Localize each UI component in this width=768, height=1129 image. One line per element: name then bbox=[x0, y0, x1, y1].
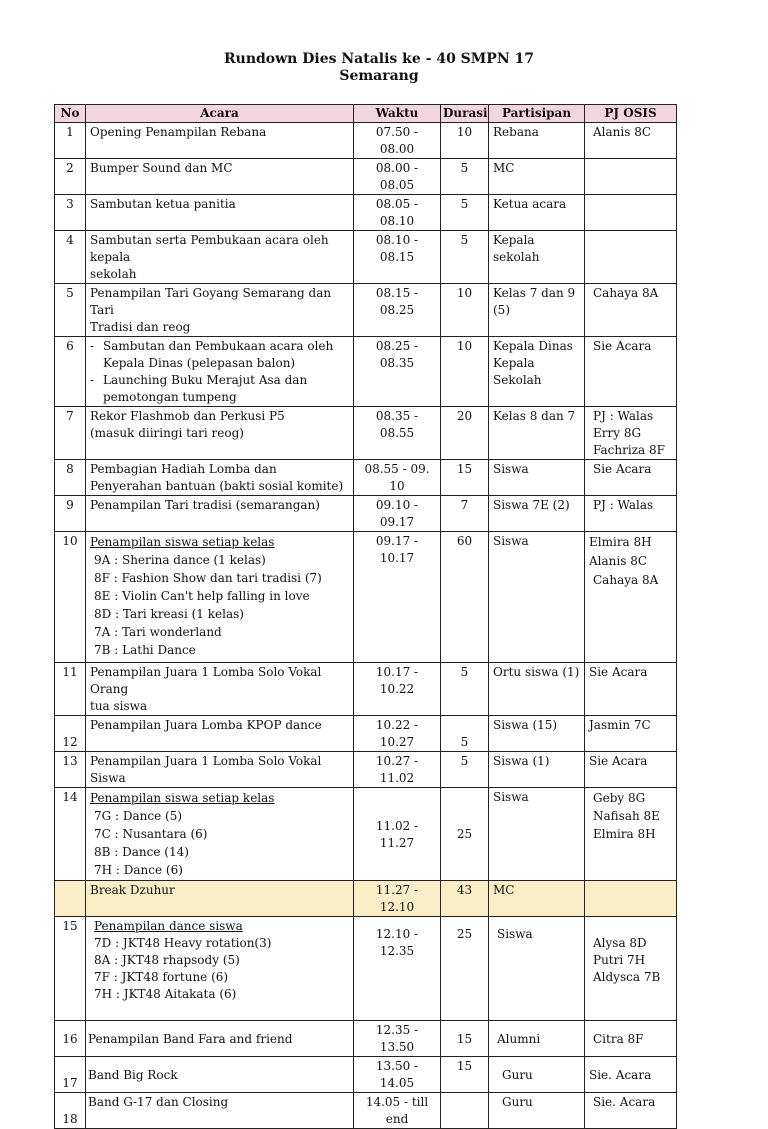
acara-line: Penampilan Juara 1 Lomba Solo Vokal Siswa bbox=[90, 754, 322, 785]
row-waktu: 11.02 - 11.27 bbox=[354, 788, 441, 881]
table-row bbox=[55, 123, 677, 159]
row-no: 15 bbox=[55, 917, 86, 1021]
partisipan-line: Alumni bbox=[497, 1031, 541, 1046]
row-waktu: 08.25 - 08.35 bbox=[354, 337, 441, 407]
row-pj bbox=[585, 716, 677, 752]
row-waktu: 08.10 - 08.15 bbox=[354, 231, 441, 284]
acara-line: Penampilan Tari Goyang Semarang dan Tari bbox=[90, 286, 332, 317]
row-partisipan bbox=[489, 496, 585, 532]
row-acara bbox=[86, 716, 354, 752]
acara-line: 7G : Dance (5) bbox=[94, 809, 183, 823]
table-row bbox=[55, 407, 677, 460]
row-no: 9 bbox=[55, 496, 86, 532]
partisipan-line: Kepala sekolah bbox=[493, 233, 540, 264]
partisipan-line: MC bbox=[493, 883, 515, 897]
row-durasi: 7 bbox=[441, 496, 489, 532]
table-row bbox=[55, 1021, 677, 1057]
partisipan-line: Kelas 7 dan 9 bbox=[493, 286, 576, 300]
row-durasi: 10 bbox=[441, 284, 489, 337]
row-partisipan bbox=[489, 123, 585, 159]
row-durasi: 5 bbox=[441, 752, 489, 788]
row-pj bbox=[585, 1093, 677, 1129]
row-acara bbox=[86, 496, 354, 532]
row-partisipan bbox=[489, 407, 585, 460]
row-acara bbox=[86, 1093, 354, 1129]
header-partisipan: Partisipan bbox=[489, 105, 585, 123]
acara-line: Sambutan serta Pembukaan acara oleh kepala bbox=[90, 233, 329, 264]
pj-line: Fachriza 8F bbox=[593, 443, 665, 457]
acara-line: Penampilan Band Fara and friend bbox=[88, 1031, 293, 1046]
table-row bbox=[55, 917, 677, 1021]
row-durasi: 10 bbox=[441, 337, 489, 407]
row-no: 3 bbox=[55, 195, 86, 231]
row-partisipan bbox=[489, 337, 585, 407]
acara-line: sekolah bbox=[90, 267, 137, 281]
row-partisipan bbox=[489, 231, 585, 284]
acara-line: 8D : Tari kreasi (1 kelas) bbox=[94, 607, 244, 621]
acara-bullet-item: - Sambutan dan Pembukaan acara oleh Kepala Dinas (pelepasan balon) bbox=[90, 338, 349, 372]
row-waktu: 12.35 - 13.50 bbox=[354, 1021, 441, 1057]
acara-line: Penampilan Juara 1 Lomba Solo Vokal Orang bbox=[90, 665, 322, 696]
row-partisipan bbox=[489, 917, 585, 1021]
pj-line: Sie. Acara bbox=[593, 1095, 656, 1109]
row-waktu: 08.00 - 08.05 bbox=[354, 159, 441, 195]
rundown-table bbox=[54, 104, 677, 1129]
row-waktu: 08.55 - 09. 10 bbox=[354, 460, 441, 496]
acara-line: 8E : Violin Can't help falling in love bbox=[94, 589, 310, 603]
row-pj bbox=[585, 496, 677, 532]
acara-line: tua siswa bbox=[90, 699, 148, 713]
acara-line: Rekor Flashmob dan Perkusi P5 bbox=[90, 409, 285, 423]
acara-section-heading: Penampilan siswa setiap kelas bbox=[90, 791, 275, 805]
row-acara bbox=[86, 881, 354, 917]
pj-line: Sie Acara bbox=[589, 754, 648, 768]
partisipan-line: Ketua acara bbox=[493, 197, 567, 211]
acara-section-heading: Penampilan siswa setiap kelas bbox=[90, 535, 275, 549]
row-durasi: 15 bbox=[441, 1021, 489, 1057]
acara-line: 8F : Fashion Show dan tari tradisi (7) bbox=[94, 571, 322, 585]
table-row bbox=[55, 1093, 677, 1129]
acara-bullet-item: - Launching Buku Merajut Asa dan pemotongan tumpeng bbox=[90, 372, 349, 406]
table-row bbox=[55, 532, 677, 663]
row-no: 5 bbox=[55, 284, 86, 337]
acara-line: 7F : JKT48 fortune (6) bbox=[94, 970, 229, 984]
row-no: 18 bbox=[55, 1093, 86, 1129]
table-row bbox=[55, 716, 677, 752]
row-partisipan bbox=[489, 532, 585, 663]
acara-line: Bumper Sound dan MC bbox=[90, 161, 233, 175]
document-subtitle: Semarang bbox=[339, 68, 419, 84]
row-durasi: 5 bbox=[441, 195, 489, 231]
table-row bbox=[55, 1057, 677, 1093]
partisipan-line: Siswa (1) bbox=[493, 754, 550, 768]
row-waktu: 08.15 - 08.25 bbox=[354, 284, 441, 337]
row-no: 4 bbox=[55, 231, 86, 284]
table-row bbox=[55, 337, 677, 407]
acara-line: 8B : Dance (14) bbox=[94, 845, 189, 859]
row-pj bbox=[585, 532, 677, 663]
partisipan-line: (5) bbox=[493, 303, 510, 317]
table-row bbox=[55, 195, 677, 231]
partisipan-line: Kelas 8 dan 7 bbox=[493, 409, 576, 423]
pj-line: Aldysca 7B bbox=[593, 970, 661, 984]
row-no: 2 bbox=[55, 159, 86, 195]
pj-line: Sie Acara bbox=[593, 462, 652, 476]
row-no: 10 bbox=[55, 532, 86, 663]
row-partisipan bbox=[489, 1093, 585, 1129]
partisipan-line: Siswa bbox=[497, 927, 533, 941]
row-partisipan bbox=[489, 284, 585, 337]
row-durasi: 43 bbox=[441, 881, 489, 917]
acara-line: Band Big Rock bbox=[88, 1067, 178, 1082]
row-partisipan bbox=[489, 716, 585, 752]
row-durasi: 5 bbox=[441, 716, 489, 752]
pj-line: PJ : Walas bbox=[593, 409, 654, 423]
partisipan-line: Guru bbox=[502, 1067, 533, 1082]
header-pj-osis: PJ OSIS bbox=[585, 105, 677, 123]
row-pj bbox=[585, 195, 677, 231]
row-pj bbox=[585, 1057, 677, 1093]
partisipan-line: Ortu siswa (1) bbox=[493, 665, 580, 679]
pj-line: Putri 7H bbox=[593, 953, 646, 967]
table-row bbox=[55, 788, 677, 881]
row-pj bbox=[585, 460, 677, 496]
pj-line: Nafisah 8E bbox=[593, 809, 660, 823]
row-acara bbox=[86, 532, 354, 663]
partisipan-line: Kepala Sekolah bbox=[493, 356, 542, 387]
acara-section-heading: Penampilan dance siswa bbox=[94, 919, 243, 933]
row-acara bbox=[86, 1057, 354, 1093]
row-no: 1 bbox=[55, 123, 86, 159]
table-row bbox=[55, 496, 677, 532]
row-durasi: 25 bbox=[441, 788, 489, 881]
pj-line: Jasmin 7C bbox=[589, 718, 651, 732]
row-pj bbox=[585, 788, 677, 881]
row-pj bbox=[585, 881, 677, 917]
row-partisipan bbox=[489, 788, 585, 881]
row-waktu: 13.50 - 14.05 bbox=[354, 1057, 441, 1093]
break-row bbox=[55, 881, 677, 917]
row-durasi: 60 bbox=[441, 532, 489, 663]
table-row bbox=[55, 460, 677, 496]
row-acara bbox=[86, 231, 354, 284]
table-row bbox=[55, 752, 677, 788]
pj-line: Alanis 8C bbox=[593, 125, 652, 139]
durasi-value: 25 bbox=[456, 927, 473, 941]
row-waktu: 09.10 - 09.17 bbox=[354, 496, 441, 532]
row-pj bbox=[585, 1021, 677, 1057]
row-pj bbox=[585, 159, 677, 195]
acara-line: Opening Penampilan Rebana bbox=[90, 125, 267, 139]
row-no: 14 bbox=[55, 788, 86, 881]
row-partisipan bbox=[489, 195, 585, 231]
row-durasi: 5 bbox=[441, 159, 489, 195]
row-no: 6 bbox=[55, 337, 86, 407]
acara-line: 7D : JKT48 Heavy rotation(3) bbox=[94, 936, 272, 950]
row-no: 7 bbox=[55, 407, 86, 460]
acara-line: Penampilan Juara Lomba KPOP dance bbox=[90, 718, 322, 732]
acara-line: Band G-17 dan Closing bbox=[88, 1095, 229, 1109]
row-durasi bbox=[441, 1093, 489, 1129]
acara-line: Penampilan Tari tradisi (semarangan) bbox=[90, 498, 320, 512]
row-acara bbox=[86, 337, 354, 407]
row-no: 8 bbox=[55, 460, 86, 496]
row-acara bbox=[86, 1021, 354, 1057]
pj-line: Alysa 8D bbox=[593, 936, 647, 950]
pj-line: Sie Acara bbox=[589, 665, 648, 679]
pj-line: Sie Acara bbox=[593, 339, 652, 353]
pj-line: Elmira 8H bbox=[593, 827, 656, 841]
row-durasi: 20 bbox=[441, 407, 489, 460]
row-no bbox=[55, 881, 86, 917]
row-pj bbox=[585, 284, 677, 337]
row-waktu bbox=[354, 917, 441, 1021]
row-waktu: 11.27 - 12.10 bbox=[354, 881, 441, 917]
row-partisipan bbox=[489, 460, 585, 496]
row-acara bbox=[86, 123, 354, 159]
header-no: No bbox=[55, 105, 86, 123]
acara-line: 8A : JKT48 rhapsody (5) bbox=[94, 953, 240, 967]
document-title: Rundown Dies Natalis ke - 40 SMPN 17 bbox=[224, 51, 534, 67]
pj-line: Cahaya 8A bbox=[593, 286, 659, 300]
row-acara bbox=[86, 460, 354, 496]
row-durasi bbox=[441, 917, 489, 1021]
row-durasi: 5 bbox=[441, 663, 489, 716]
acara-line: Tradisi dan reog bbox=[90, 320, 191, 334]
row-acara bbox=[86, 663, 354, 716]
partisipan-line: Rebana bbox=[493, 125, 539, 139]
partisipan-line: Siswa bbox=[493, 790, 529, 804]
row-pj bbox=[585, 407, 677, 460]
row-durasi: 5 bbox=[441, 231, 489, 284]
acara-line: 7A : Tari wonderland bbox=[94, 625, 222, 639]
row-partisipan bbox=[489, 752, 585, 788]
acara-line: 7C : Nusantara (6) bbox=[94, 827, 208, 841]
pj-line: Geby 8G bbox=[593, 791, 646, 805]
table-row bbox=[55, 231, 677, 284]
row-waktu: 07.50 - 08.00 bbox=[354, 123, 441, 159]
pj-line: Elmira 8H bbox=[589, 535, 652, 549]
row-waktu: 10.27 - 11.02 bbox=[354, 752, 441, 788]
table-header-row bbox=[55, 105, 677, 123]
row-waktu: 08.05 - 08.10 bbox=[354, 195, 441, 231]
row-acara bbox=[86, 407, 354, 460]
row-acara bbox=[86, 195, 354, 231]
pj-line: PJ : Walas bbox=[593, 498, 654, 512]
row-pj bbox=[585, 663, 677, 716]
row-no: 17 bbox=[55, 1057, 86, 1093]
row-partisipan bbox=[489, 881, 585, 917]
partisipan-line: Siswa (15) bbox=[493, 718, 558, 732]
acara-line: Break Dzuhur bbox=[90, 883, 175, 897]
acara-line: (masuk diiringi tari reog) bbox=[90, 426, 244, 440]
row-durasi: 15 bbox=[441, 1057, 489, 1093]
pj-line: Citra 8F bbox=[593, 1031, 644, 1046]
header-acara: Acara bbox=[86, 105, 354, 123]
partisipan-line: Guru bbox=[502, 1095, 533, 1109]
row-pj bbox=[585, 917, 677, 1021]
row-pj bbox=[585, 337, 677, 407]
row-pj bbox=[585, 752, 677, 788]
row-waktu: 10.22 - 10.27 bbox=[354, 716, 441, 752]
row-waktu: 10.17 - 10.22 bbox=[354, 663, 441, 716]
acara-line: 7H : Dance (6) bbox=[94, 863, 183, 877]
acara-line: Pembagian Hadiah Lomba dan bbox=[90, 462, 277, 476]
header-durasi: Durasi bbox=[441, 105, 489, 123]
partisipan-line: Siswa 7E (2) bbox=[493, 498, 570, 512]
waktu-value: 12.10 - 12.35 bbox=[375, 927, 419, 958]
row-pj bbox=[585, 231, 677, 284]
acara-line: 9A : Sherina dance (1 kelas) bbox=[94, 553, 266, 567]
row-waktu: 08.35 - 08.55 bbox=[354, 407, 441, 460]
row-partisipan bbox=[489, 1057, 585, 1093]
row-no: 16 bbox=[55, 1021, 86, 1057]
acara-line: Penyerahan bantuan (bakti sosial komite) bbox=[90, 479, 344, 493]
row-acara bbox=[86, 788, 354, 881]
table-row bbox=[55, 159, 677, 195]
row-partisipan bbox=[489, 663, 585, 716]
row-partisipan bbox=[489, 1021, 585, 1057]
row-acara bbox=[86, 917, 354, 1021]
row-partisipan bbox=[489, 159, 585, 195]
acara-line: Sambutan ketua panitia bbox=[90, 197, 236, 211]
row-waktu: 09.17 - 10.17 bbox=[354, 532, 441, 663]
row-acara bbox=[86, 284, 354, 337]
table-row bbox=[55, 663, 677, 716]
row-acara bbox=[86, 159, 354, 195]
row-no: 12 bbox=[55, 716, 86, 752]
pj-line: Sie. Acara bbox=[589, 1067, 652, 1082]
row-no: 11 bbox=[55, 663, 86, 716]
acara-line: 7B : Lathi Dance bbox=[94, 643, 196, 657]
row-durasi: 10 bbox=[441, 123, 489, 159]
partisipan-line: Siswa bbox=[493, 462, 529, 476]
row-waktu: 14.05 - till end bbox=[354, 1093, 441, 1129]
pj-line: Alanis 8C bbox=[589, 554, 648, 568]
header-waktu: Waktu bbox=[354, 105, 441, 123]
acara-line: 7H : JKT48 Aitakata (6) bbox=[94, 987, 237, 1001]
row-durasi: 15 bbox=[441, 460, 489, 496]
table-row bbox=[55, 284, 677, 337]
pj-line: Cahaya 8A bbox=[593, 573, 659, 587]
pj-line: Erry 8G bbox=[593, 426, 642, 440]
row-acara bbox=[86, 752, 354, 788]
partisipan-line: Siswa bbox=[493, 534, 529, 548]
partisipan-line: MC bbox=[493, 161, 515, 175]
row-no: 13 bbox=[55, 752, 86, 788]
partisipan-line: Kepala Dinas bbox=[493, 339, 573, 353]
row-pj bbox=[585, 123, 677, 159]
